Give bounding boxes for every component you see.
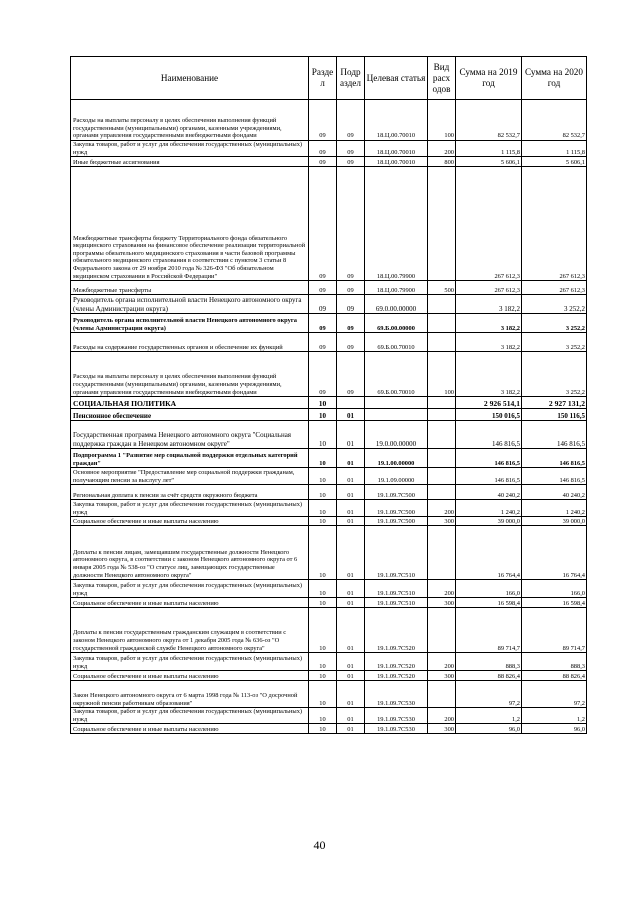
row-expense-type [428, 681, 456, 708]
table-row [71, 681, 587, 708]
row-name: Региональная доплата к пенсии за счёт средств окружного бюджета [71, 485, 309, 500]
row-sum-2019: 267 612,3 [456, 281, 522, 295]
table-row [71, 100, 587, 141]
header-subsection: Подр аздел [337, 57, 365, 100]
row-sum-2019: 150 016,5 [456, 409, 522, 421]
row-section: 09 [309, 352, 337, 397]
row-section: 10 [309, 580, 337, 598]
row-target-article: 19.1.09.7С510 [365, 598, 428, 608]
table-header-row [71, 57, 587, 100]
row-expense-type [428, 468, 456, 485]
row-expense-type: 300 [428, 671, 456, 681]
row-subsection: 01 [337, 526, 365, 580]
row-subsection: 01 [337, 449, 365, 468]
row-sum-2019: 16 764,4 [456, 526, 522, 580]
row-sum-2019: 146 816,5 [456, 449, 522, 468]
row-section: 10 [309, 421, 337, 449]
row-section: 09 [309, 281, 337, 295]
table-row [71, 157, 587, 167]
row-target-article: 69.Б.00.70010 [365, 352, 428, 397]
row-section: 10 [309, 526, 337, 580]
row-target-article: 19.1.09.7С530 [365, 708, 428, 724]
row-section: 10 [309, 653, 337, 671]
row-expense-type [428, 409, 456, 421]
row-expense-type: 800 [428, 157, 456, 167]
row-subsection: 01 [337, 671, 365, 681]
row-subsection: 09 [337, 157, 365, 167]
row-section: 10 [309, 608, 337, 653]
row-name: Расходы на выплаты персоналу в целях обеспечения выполнения функций государственными (муниципальными) органами, казенными учреждениями, органами управления государственными внебюджетными фондами [71, 100, 309, 141]
table-row [71, 580, 587, 598]
row-name: Социальное обеспечение и иные выплаты населению [71, 724, 309, 734]
row-target-article: 19.1.09.00000 [365, 468, 428, 485]
row-sum-2020: 40 240,2 [522, 485, 587, 500]
row-target-article: 18.Ц.00.70010 [365, 157, 428, 167]
table-row [71, 295, 587, 314]
row-target-article: 19.1.09.7С530 [365, 724, 428, 734]
row-expense-type: 500 [428, 281, 456, 295]
table-row [71, 598, 587, 608]
table-row [71, 653, 587, 671]
row-subsection: 01 [337, 708, 365, 724]
header-target-article: Целевая статья [365, 57, 428, 100]
row-target-article: 19.1.09.7С520 [365, 653, 428, 671]
row-target-article: 19.1.00.00000 [365, 449, 428, 468]
row-expense-type [428, 397, 456, 409]
table-row [71, 708, 587, 724]
row-expense-type: 200 [428, 580, 456, 598]
row-subsection: 09 [337, 167, 365, 281]
row-subsection: 01 [337, 598, 365, 608]
row-target-article: 19.1.09.7С510 [365, 526, 428, 580]
row-expense-type [428, 526, 456, 580]
row-sum-2019: 1,2 [456, 708, 522, 724]
row-target-article: 69.Б.00.70010 [365, 333, 428, 352]
row-sum-2020: 166,0 [522, 580, 587, 598]
row-sum-2019: 89 714,7 [456, 608, 522, 653]
row-sum-2020: 3 252,2 [522, 314, 587, 333]
row-sum-2020: 150 116,5 [522, 409, 587, 421]
row-subsection: 01 [337, 681, 365, 708]
row-sum-2020: 1 240,2 [522, 500, 587, 517]
header-sum-2020: Сумма на 2020 год [522, 57, 587, 100]
row-target-article: 19.1.09.7С530 [365, 681, 428, 708]
row-sum-2020: 2 927 131,2 [522, 397, 587, 409]
table-row [71, 500, 587, 517]
row-name: Межбюджетные трансферты [71, 281, 309, 295]
header-expense-type: Вид расх одов [428, 57, 456, 100]
row-sum-2019: 3 182,2 [456, 333, 522, 352]
row-section: 10 [309, 708, 337, 724]
table-row [71, 333, 587, 352]
row-sum-2020: 3 252,2 [522, 333, 587, 352]
row-sum-2019: 146 816,5 [456, 468, 522, 485]
row-expense-type: 200 [428, 653, 456, 671]
row-section: 09 [309, 333, 337, 352]
row-sum-2019: 96,0 [456, 724, 522, 734]
row-name: Руководитель органа исполнительной власти Ненецкого автономного округа (члены Администрации округа) [71, 314, 309, 333]
row-expense-type [428, 167, 456, 281]
row-sum-2019: 5 606,1 [456, 157, 522, 167]
row-name: Иные бюджетные ассигнования [71, 157, 309, 167]
row-sum-2019: 3 182,2 [456, 314, 522, 333]
table-row [71, 449, 587, 468]
table-row [71, 314, 587, 333]
row-target-article: 19.0.00.00000 [365, 421, 428, 449]
row-sum-2020: 3 252,2 [522, 295, 587, 314]
header-name: Наименование [71, 57, 309, 100]
row-sum-2020: 39 000,0 [522, 517, 587, 526]
table-body [71, 100, 587, 734]
table-row [71, 167, 587, 281]
row-sum-2019: 39 000,0 [456, 517, 522, 526]
row-target-article [365, 397, 428, 409]
row-target-article: 19.1.09.7С510 [365, 580, 428, 598]
row-sum-2019: 3 182,2 [456, 352, 522, 397]
row-subsection: 01 [337, 580, 365, 598]
row-sum-2019: 88 826,4 [456, 671, 522, 681]
row-section: 09 [309, 141, 337, 157]
row-sum-2020: 267 612,3 [522, 281, 587, 295]
row-section: 10 [309, 485, 337, 500]
row-name: Основное мероприятие "Предоставление мер социальной поддержки гражданам, получающим пенсии за выслугу лет" [71, 468, 309, 485]
row-name: Руководитель органа исполнительной власти Ненецкого автономного округа (члены Администрации округа) [71, 295, 309, 314]
row-sum-2020: 88 826,4 [522, 671, 587, 681]
row-target-article [365, 409, 428, 421]
row-expense-type: 100 [428, 100, 456, 141]
row-section: 09 [309, 314, 337, 333]
budget-table [70, 56, 587, 734]
row-sum-2019: 166,0 [456, 580, 522, 598]
budget-sheet [70, 56, 586, 734]
row-sum-2019: 16 598,4 [456, 598, 522, 608]
table-row [71, 671, 587, 681]
row-sum-2020: 1 115,8 [522, 141, 587, 157]
row-subsection: 01 [337, 653, 365, 671]
row-name: Расходы на выплаты персоналу в целях обеспечения выполнения функций государственными (муниципальными) органами, казенными учреждениями, органами управления государственными внебюджетными фондами [71, 352, 309, 397]
row-sum-2019: 40 240,2 [456, 485, 522, 500]
row-target-article: 69.0.00.00000 [365, 295, 428, 314]
row-name: Подпрограмма 1 "Развитие мер социальной поддержки отдельных категорий граждан" [71, 449, 309, 468]
row-sum-2020: 1,2 [522, 708, 587, 724]
row-subsection: 01 [337, 724, 365, 734]
row-section: 10 [309, 409, 337, 421]
table-row [71, 281, 587, 295]
row-name: Закупка товаров, работ и услуг для обеспечения государственных (муниципальных) нужд [71, 580, 309, 598]
row-subsection: 09 [337, 281, 365, 295]
row-expense-type: 300 [428, 598, 456, 608]
row-target-article: 19.1.09.7С500 [365, 500, 428, 517]
row-sum-2019: 3 182,2 [456, 295, 522, 314]
row-name: Пенсионное обеспечение [71, 409, 309, 421]
row-target-article: 18.Ц.00.79900 [365, 167, 428, 281]
row-section: 10 [309, 468, 337, 485]
row-subsection: 09 [337, 352, 365, 397]
table-row [71, 517, 587, 526]
table-row [71, 421, 587, 449]
row-name: Закупка товаров, работ и услуг для обеспечения государственных (муниципальных) нужд [71, 141, 309, 157]
row-sum-2019: 97,2 [456, 681, 522, 708]
row-expense-type: 100 [428, 352, 456, 397]
table-row [71, 141, 587, 157]
row-sum-2019: 2 926 514,1 [456, 397, 522, 409]
row-expense-type: 200 [428, 500, 456, 517]
row-section: 10 [309, 681, 337, 708]
row-expense-type: 300 [428, 517, 456, 526]
table-row [71, 468, 587, 485]
row-target-article: 18.Ц.00.79900 [365, 281, 428, 295]
row-expense-type [428, 421, 456, 449]
row-subsection: 09 [337, 100, 365, 141]
row-subsection: 01 [337, 421, 365, 449]
row-sum-2019: 1 240,2 [456, 500, 522, 517]
row-name: Социальное обеспечение и иные выплаты населению [71, 598, 309, 608]
row-sum-2020: 267 612,3 [522, 167, 587, 281]
row-subsection: 09 [337, 314, 365, 333]
row-sum-2020: 96,0 [522, 724, 587, 734]
header-section: Разде л [309, 57, 337, 100]
row-section: 10 [309, 517, 337, 526]
row-sum-2020: 82 532,7 [522, 100, 587, 141]
row-subsection [337, 397, 365, 409]
row-subsection: 01 [337, 468, 365, 485]
row-expense-type [428, 295, 456, 314]
row-target-article: 19.1.09.7С500 [365, 517, 428, 526]
row-section: 09 [309, 100, 337, 141]
table-row [71, 397, 587, 409]
row-section: 09 [309, 295, 337, 314]
row-section: 09 [309, 167, 337, 281]
row-subsection: 01 [337, 409, 365, 421]
row-sum-2019: 146 816,5 [456, 421, 522, 449]
page-number: 40 [313, 838, 326, 852]
row-sum-2020: 5 606,1 [522, 157, 587, 167]
row-sum-2020: 146 816,5 [522, 449, 587, 468]
row-sum-2020: 3 252,2 [522, 352, 587, 397]
row-expense-type: 200 [428, 708, 456, 724]
row-subsection: 01 [337, 500, 365, 517]
row-subsection: 09 [337, 141, 365, 157]
row-name: Доплаты к пенсии государственным гражданским служащим в соответствии с законом Ненецкого автономного округа от 1 декабря 2005 года № 636-оз "О государственной гражданской службе Ненецкого автономного округа" [71, 608, 309, 653]
table-row [71, 724, 587, 734]
row-sum-2020: 89 714,7 [522, 608, 587, 653]
row-target-article: 19.1.09.7С520 [365, 608, 428, 653]
row-sum-2020: 888,3 [522, 653, 587, 671]
row-sum-2020: 16 598,4 [522, 598, 587, 608]
row-expense-type [428, 608, 456, 653]
row-sum-2020: 146 816,5 [522, 421, 587, 449]
table-row [71, 526, 587, 580]
row-expense-type [428, 485, 456, 500]
row-expense-type [428, 449, 456, 468]
row-target-article: 18.Ц.00.70010 [365, 141, 428, 157]
row-name: Межбюджетные трансферты бюджету Территориального фонда обязательного медицинского страхования на финансовое обеспечение реализации территориальной программы обязательного медицинского страхования в части базовой программы обязательного медицинского страхования в соответствии с пунктом 3 статьи 8 Федерального закона от 29 ноября 2010 года № 326-ФЗ "Об обязательном медицинском страховании в Российской Федерации" [71, 167, 309, 281]
row-sum-2020: 97,2 [522, 681, 587, 708]
row-expense-type: 300 [428, 724, 456, 734]
row-sum-2019: 82 532,7 [456, 100, 522, 141]
row-target-article: 19.1.09.7С520 [365, 671, 428, 681]
row-subsection: 01 [337, 485, 365, 500]
row-subsection: 09 [337, 295, 365, 314]
row-name: Социальное обеспечение и иные выплаты населению [71, 517, 309, 526]
row-expense-type [428, 314, 456, 333]
row-sum-2020: 16 764,4 [522, 526, 587, 580]
row-name: Закупка товаров, работ и услуг для обеспечения государственных (муниципальных) нужд [71, 500, 309, 517]
row-target-article: 69.Б.00.00000 [365, 314, 428, 333]
row-sum-2019: 1 115,8 [456, 141, 522, 157]
row-name: Социальное обеспечение и иные выплаты населению [71, 671, 309, 681]
row-sum-2019: 267 612,3 [456, 167, 522, 281]
row-sum-2019: 888,3 [456, 653, 522, 671]
header-sum-2019: Сумма на 2019 год [456, 57, 522, 100]
row-subsection: 09 [337, 333, 365, 352]
row-name: СОЦИАЛЬНАЯ ПОЛИТИКА [71, 397, 309, 409]
row-sum-2020: 146 816,5 [522, 468, 587, 485]
row-section: 10 [309, 449, 337, 468]
row-subsection: 01 [337, 608, 365, 653]
row-subsection: 01 [337, 517, 365, 526]
table-row [71, 485, 587, 500]
row-name: Государственная программа Ненецкого автономного округа "Социальная поддержка граждан в Ненецком автономном округе" [71, 421, 309, 449]
row-section: 10 [309, 724, 337, 734]
row-name: Расходы на содержание государственных органов и обеспечение их функций [71, 333, 309, 352]
row-section: 10 [309, 397, 337, 409]
row-section: 09 [309, 157, 337, 167]
row-expense-type [428, 333, 456, 352]
row-section: 10 [309, 500, 337, 517]
table-row [71, 608, 587, 653]
row-name: Закон Ненецкого автономного округа от 6 марта 1998 года № 113-оз "О досрочной окружной пенсии работникам образования" [71, 681, 309, 708]
row-expense-type: 200 [428, 141, 456, 157]
table-row [71, 409, 587, 421]
row-target-article: 18.Ц.00.70010 [365, 100, 428, 141]
row-section: 10 [309, 598, 337, 608]
row-name: Закупка товаров, работ и услуг для обеспечения государственных (муниципальных) нужд [71, 653, 309, 671]
row-name: Закупка товаров, работ и услуг для обеспечения государственных (муниципальных) нужд [71, 708, 309, 724]
row-name: Доплаты к пенсии лицам, замещавшим государственные должности Ненецкого автономного округа, в соответствии с законом Ненецкого автономного округа от 6 января 2005 года № 538-оз "О статусе лиц, замещающих государственные должности Ненецкого автономного округа" [71, 526, 309, 580]
row-target-article: 19.1.09.7С500 [365, 485, 428, 500]
table-row [71, 352, 587, 397]
row-section: 10 [309, 671, 337, 681]
